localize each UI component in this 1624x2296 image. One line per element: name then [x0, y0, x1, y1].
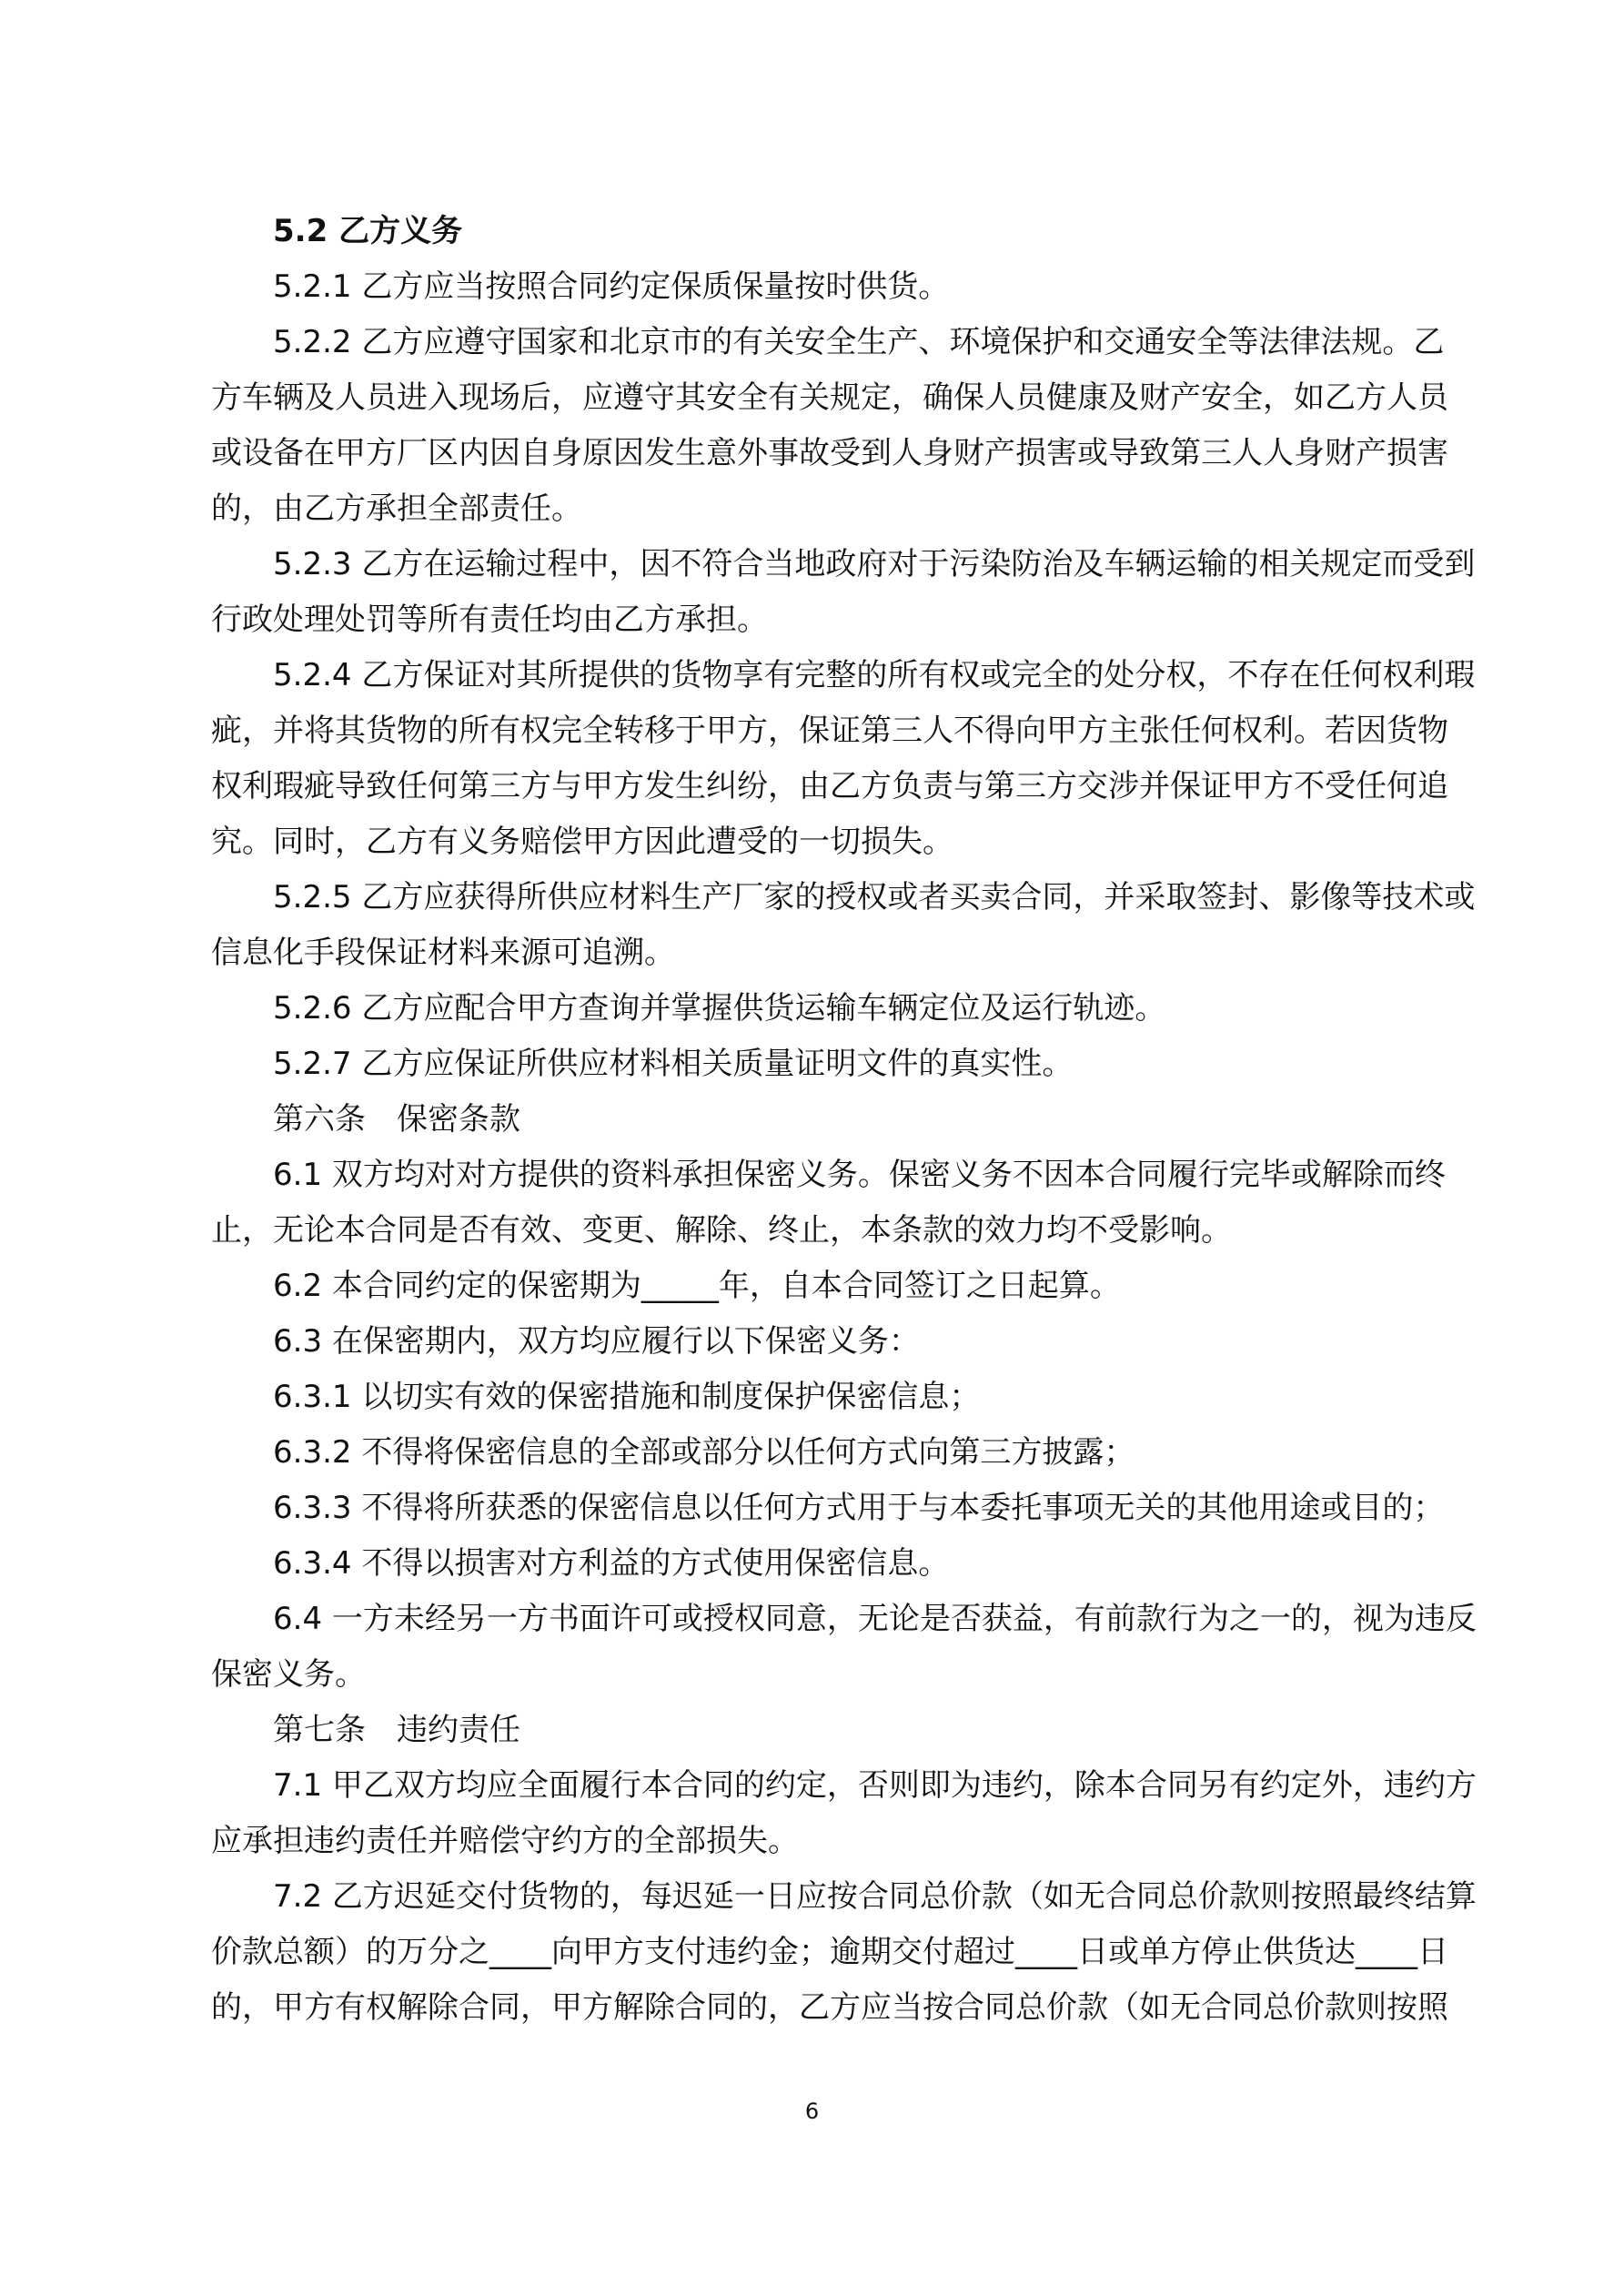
- text-line: 第七条 违约责任: [273, 1712, 520, 1748]
- text-line: 6.3.2 不得将保密信息的全部或部分以任何方式向第三方披露；: [273, 1434, 1135, 1471]
- paragraph: [211, 315, 1448, 537]
- paragraph: [211, 1425, 1435, 1481]
- paragraph: [211, 537, 1476, 648]
- text-line: 5.2.6 乙方应配合甲方查询并掌握供货运输车辆定位及运行轨迹。: [273, 990, 1166, 1027]
- text-line: 或设备在甲方厂区内因自身原因发生意外事故受到人身财产损害或导致第三人人身财产损害: [211, 435, 1448, 471]
- text-line: 6.1 双方均对对方提供的资料承担保密义务。保密义务不因本合同履行完毕或解除而终: [273, 1157, 1446, 1193]
- text-line: 行政处理处罚等所有责任均由乙方承担。: [211, 602, 768, 638]
- paragraph: [211, 1092, 1435, 1148]
- text-line: 止，无论本合同是否有效、变更、解除、终止，本条款的效力均不受影响。: [211, 1212, 1232, 1249]
- text-line: 5.2.1 乙方应当按照合同约定保质保量按时供货。: [273, 268, 950, 305]
- text-line: 6.3.4 不得以损害对方利益的方式使用保密信息。: [273, 1545, 950, 1582]
- text-line: 7.1 甲乙双方均应全面履行本合同的约定，否则即为违约，除本合同另有约定外，违约方: [273, 1767, 1477, 1804]
- text-line: 5.2.5 乙方应获得所供应材料生产厂家的授权或者买卖合同，并采取签封、影像等技术或: [273, 879, 1476, 915]
- text-line: 保密义务。: [211, 1656, 366, 1693]
- paragraph: [211, 259, 1435, 315]
- paragraph: [211, 1259, 1435, 1314]
- document-body: [211, 204, 1477, 2036]
- text-line: 6.3.1 以切实有效的保密措施和制度保护保密信息；: [273, 1379, 981, 1415]
- paragraph: [211, 870, 1476, 981]
- paragraph: [211, 1370, 1435, 1425]
- paragraph: [211, 1314, 1435, 1370]
- text-line: 6.3 在保密期内，双方均应履行以下保密义务：: [273, 1323, 920, 1360]
- text-line: 6.2 本合同约定的保密期为_____年，自本合同签订之日起算。: [273, 1268, 1121, 1304]
- paragraph: [211, 648, 1476, 870]
- text-line: 第六条 保密条款: [273, 1101, 520, 1138]
- paragraph: [211, 1037, 1435, 1092]
- paragraph: [211, 1869, 1477, 2036]
- section-heading: [211, 204, 1435, 259]
- text-line: 5.2.2 乙方应遵守国家和北京市的有关安全生产、环境保护和交通安全等法律法规。乙: [273, 324, 1445, 360]
- text-line: 5.2.7 乙方应保证所供应材料相关质量证明文件的真实性。: [273, 1046, 1074, 1082]
- text-line: 究。同时，乙方有义务赔偿甲方因此遭受的一切损失。: [211, 824, 953, 860]
- paragraph: [211, 1758, 1477, 1869]
- text-line: 6.3.3 不得将所获悉的保密信息以任何方式用于与本委托事项无关的其他用途或目的；: [273, 1490, 1445, 1526]
- paragraph: [211, 1148, 1446, 1259]
- paragraph: [211, 981, 1435, 1037]
- text-line: 5.2 乙方义务: [273, 213, 463, 249]
- page-number: 6: [804, 2099, 820, 2124]
- text-line: 6.4 一方未经另一方书面许可或授权同意，无论是否获益，有前款行为之一的，视为违反: [273, 1601, 1477, 1637]
- paragraph: [211, 1481, 1445, 1536]
- paragraph: [211, 1592, 1477, 1703]
- paragraph: [211, 1703, 1435, 1758]
- text-line: 权利瑕疵导致任何第三方与甲方发生纠纷，由乙方负责与第三方交涉并保证甲方不受任何追: [211, 768, 1448, 804]
- text-line: 的，由乙方承担全部责任。: [211, 491, 582, 527]
- text-line: 信息化手段保证材料来源可追溯。: [211, 935, 675, 971]
- text-line: 5.2.3 乙方在运输过程中，因不符合当地政府对于污染防治及车辆运输的相关规定而受到: [273, 546, 1476, 582]
- text-line: 疵，并将其货物的所有权完全转移于甲方，保证第三人不得向甲方主张任何权利。若因货物: [211, 713, 1448, 749]
- text-line: 的，甲方有权解除合同，甲方解除合同的，乙方应当按合同总价款（如无合同总价款则按照: [211, 1989, 1448, 2026]
- text-line: 7.2 乙方迟延交付货物的，每迟延一日应按合同总价款（如无合同总价款则按照最终结算: [273, 1878, 1477, 1915]
- text-line: 5.2.4 乙方保证对其所提供的货物享有完整的所有权或完全的处分权，不存在任何权利瑕: [273, 657, 1476, 693]
- text-line: 方车辆及人员进入现场后，应遵守其安全有关规定，确保人员健康及财产安全，如乙方人员: [211, 379, 1448, 416]
- text-line: 应承担违约责任并赔偿守约方的全部损失。: [211, 1823, 799, 1859]
- text-line: 价款总额）的万分之____向甲方支付违约金；逾期交付超过____日或单方停止供货达____日: [211, 1934, 1448, 1970]
- paragraph: [211, 1536, 1435, 1592]
